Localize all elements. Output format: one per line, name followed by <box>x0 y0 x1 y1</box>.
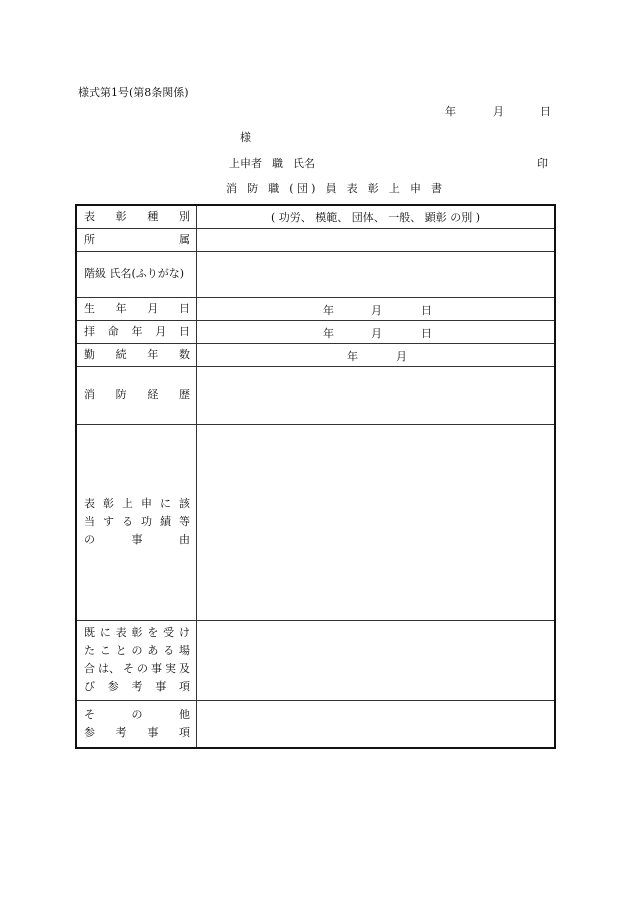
table-row <box>76 343 555 366</box>
date-month-label: 月 <box>493 105 504 118</box>
document-title: 消 防 職 (団) 員 表 彰 上 申 書 <box>226 182 446 195</box>
table-row <box>76 620 555 700</box>
label-years-of-service: 勤 続 年 数 <box>76 343 197 366</box>
label-rank-name: 階級 氏名(ふりがな) <box>76 251 197 297</box>
label-other-notes: そ の 他 参 考 事 項 <box>76 700 197 748</box>
table-row <box>76 205 555 228</box>
birth-date-field[interactable]: 年 月 日 <box>197 297 556 320</box>
table-row <box>76 700 555 748</box>
fire-service-history-field[interactable] <box>197 366 556 424</box>
applicant-position-label: 職 <box>272 157 283 170</box>
applicant-label: 上申者 <box>229 157 262 170</box>
applicant-line <box>229 155 315 171</box>
label-previous-awards: 既 に 表 彰 を 受 け た こ と の あ る 場 合 は、 そ の 事 実 及 び 参 考 事 項 <box>76 620 197 700</box>
date-day-label: 日 <box>540 105 551 118</box>
form-number: 様式第1号(第8条関係) <box>78 86 189 99</box>
label-appointment-date: 拝 命 年 月 日 <box>76 320 197 343</box>
applicant-name-label: 氏名 <box>293 157 315 170</box>
label-award-type: 表 彰 種 別 <box>76 205 197 228</box>
label-birth-date: 生 年 月 日 <box>76 297 197 320</box>
label-fire-service-history: 消 防 経 歴 <box>76 366 197 424</box>
table-row <box>76 320 555 343</box>
commendation-form-table <box>75 204 556 749</box>
label-merit-reason: 表 彰 上 申 に 該 当 す る 功 績 等 の 事 由 <box>76 424 197 620</box>
addressee-suffix: 様 <box>240 131 251 144</box>
label-affiliation: 所 属 <box>76 228 197 251</box>
table-row <box>76 228 555 251</box>
date-year-label: 年 <box>445 105 456 118</box>
table-row <box>76 297 555 320</box>
years-of-service-field[interactable]: 年 月 <box>197 343 556 366</box>
table-row <box>76 251 555 297</box>
other-notes-field[interactable] <box>197 700 556 748</box>
merit-reason-field[interactable] <box>197 424 556 620</box>
affiliation-field[interactable] <box>197 228 556 251</box>
previous-awards-field[interactable] <box>197 620 556 700</box>
table-row <box>76 366 555 424</box>
seal-mark: 印 <box>537 157 548 170</box>
rank-name-field[interactable] <box>197 251 556 297</box>
table-row <box>76 424 555 620</box>
appointment-date-field[interactable]: 年 月 日 <box>197 320 556 343</box>
award-type-field[interactable]: ( 功労、 模範、 団体、 一般、 顕彰 の別 ) <box>197 205 556 228</box>
